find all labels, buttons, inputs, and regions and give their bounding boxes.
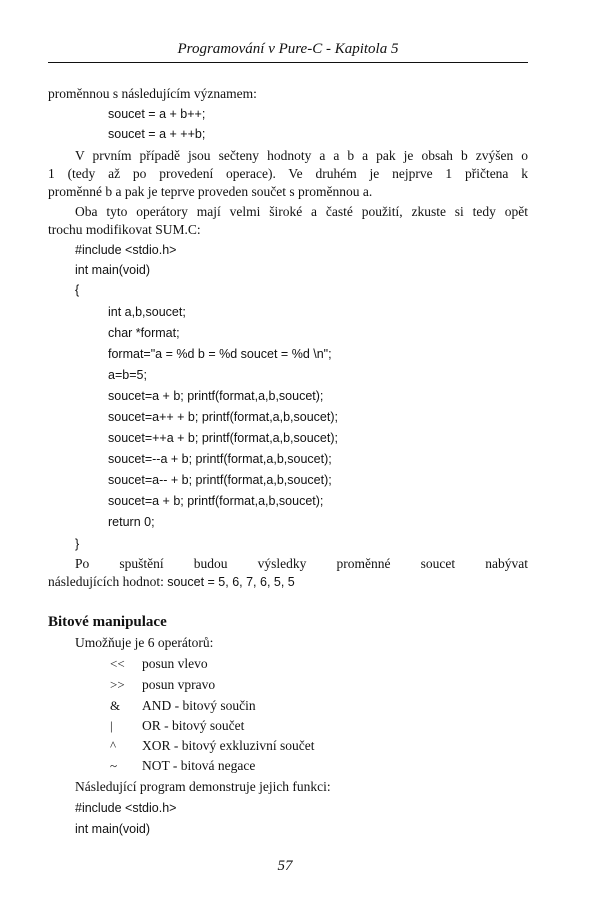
code-line: soucet=a + b; printf(format,a,b,soucet);	[108, 389, 324, 403]
code-line: int a,b,soucet;	[108, 305, 186, 319]
text-line: 1 (tedy až po provedení operace). Ve druhém je nejprve 1 přičtena k	[48, 166, 528, 181]
operator-symbol: ^	[110, 738, 117, 753]
code-line: char *format;	[108, 326, 180, 340]
code-line: #include <stdio.h>	[75, 243, 177, 257]
operator-desc: AND - bitový součin	[142, 698, 256, 713]
operator-symbol: |	[110, 718, 113, 733]
code-line: soucet=a-- + b; printf(format,a,b,soucet);	[108, 473, 332, 487]
operator-desc: posun vpravo	[142, 677, 216, 692]
operator-symbol: &	[110, 698, 121, 713]
code-line: #include <stdio.h>	[75, 801, 177, 815]
code-line: soucet = a + ++b;	[108, 127, 206, 141]
page-number: 57	[277, 858, 293, 874]
code-line: soucet=++a + b; printf(format,a,b,soucet);	[108, 431, 338, 445]
text-line: Následující program demonstruje jejich funkci:	[75, 779, 331, 794]
text-line: V prvním případě jsou sečteny hodnoty a a b a pak je obsah b zvýšen o	[75, 148, 528, 163]
text-line: Po spuštění budou výsledky proměnné soucet nabývat	[75, 556, 528, 571]
code-line: soucet=a + b; printf(format,a,b,soucet);	[108, 494, 324, 508]
code-line: format="a = %d b = %d soucet = %d \n";	[108, 347, 332, 361]
code-line: soucet=a++ + b; printf(format,a,b,soucet);	[108, 410, 338, 424]
result-text: následujících hodnot:	[48, 574, 164, 589]
result-values: soucet = 5, 6, 7, 6, 5, 5	[167, 575, 295, 589]
header-rule	[48, 62, 528, 63]
text-line: proměnnou s následujícím významem:	[48, 86, 257, 101]
operator-symbol: <<	[110, 656, 125, 671]
text-line: Umožňuje je 6 operátorů:	[75, 635, 214, 650]
text-line: Oba tyto operátory mají velmi široké a časté použití, zkuste si tedy opět	[75, 204, 528, 219]
operator-symbol: >>	[110, 677, 125, 692]
code-line: {	[75, 283, 80, 297]
text-line	[48, 574, 295, 590]
page-header: Programování v Pure-C - Kapitola 5	[177, 41, 399, 57]
text-line: proměnné b a pak je teprve proveden součet s proměnnou a.	[48, 184, 373, 199]
operator-desc: OR - bitový součet	[142, 718, 245, 733]
code-line: soucet=--a + b; printf(format,a,b,soucet);	[108, 452, 332, 466]
section-heading: Bitové manipulace	[48, 614, 167, 630]
code-line: int main(void)	[75, 263, 151, 277]
code-line: int main(void)	[75, 822, 151, 836]
code-line: }	[75, 537, 80, 551]
operator-desc: NOT - bitová negace	[142, 758, 256, 773]
code-line: a=b=5;	[108, 368, 147, 382]
operator-desc: XOR - bitový exkluzivní součet	[142, 738, 315, 753]
operator-desc: posun vlevo	[142, 656, 208, 671]
text-line: trochu modifikovat SUM.C:	[48, 222, 201, 237]
code-line: return 0;	[108, 515, 155, 529]
code-line: soucet = a + b++;	[108, 107, 206, 121]
operator-symbol: ~	[110, 758, 118, 773]
